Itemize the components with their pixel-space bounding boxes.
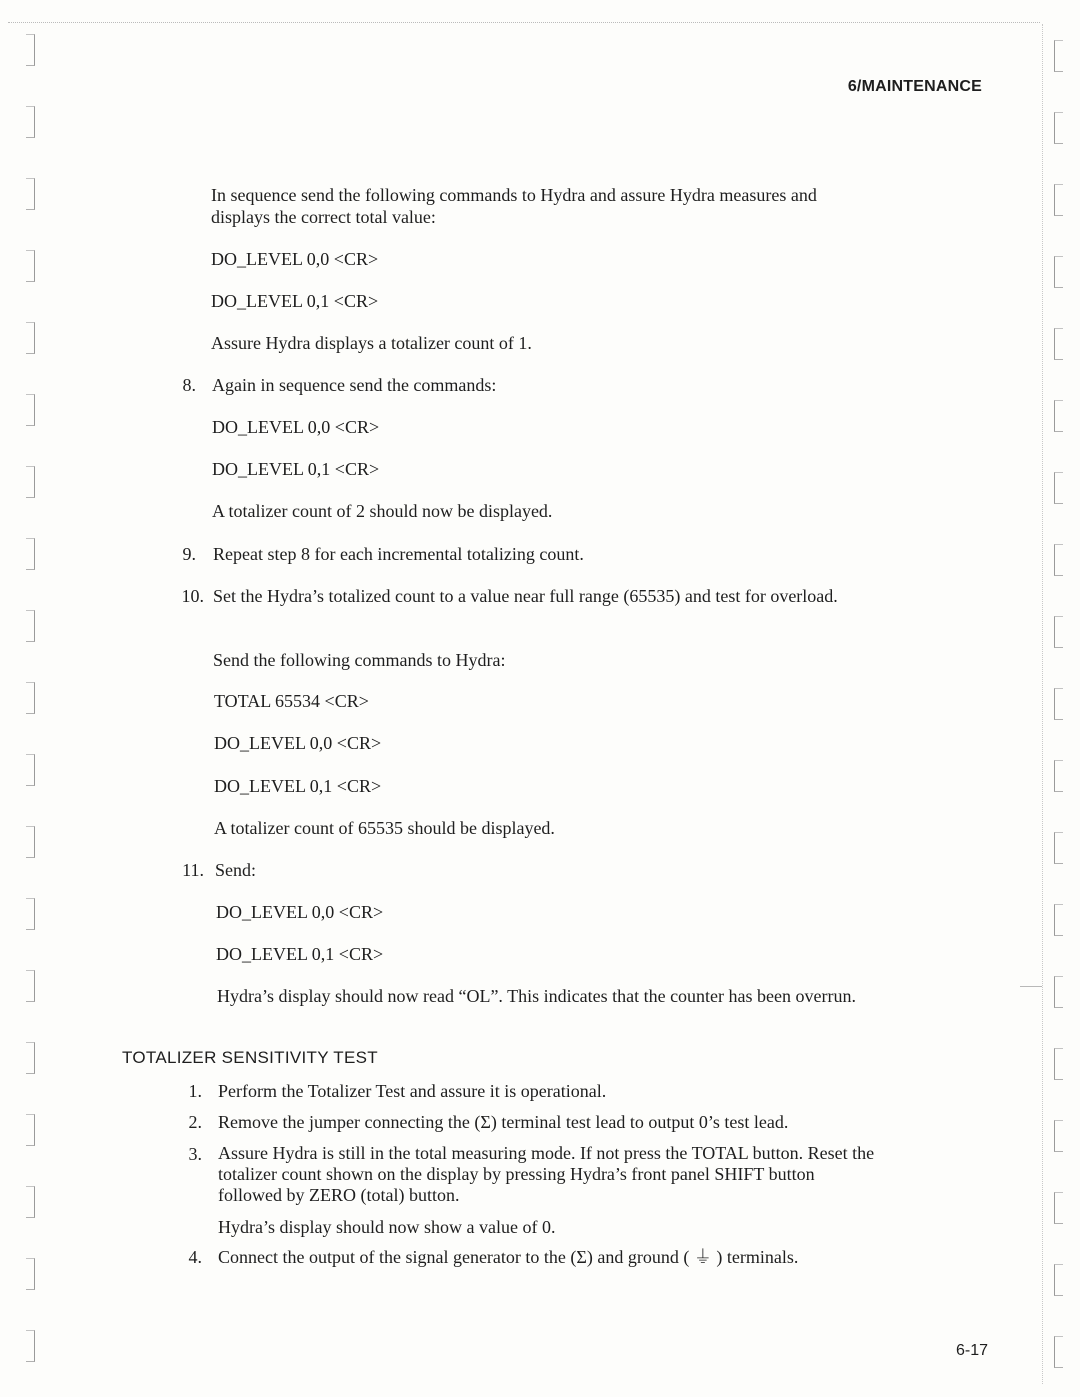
step-number: 10. (181, 586, 204, 606)
step-number: 11. (182, 860, 204, 880)
binding-mark (26, 610, 35, 642)
binding-mark (26, 250, 35, 282)
command-line: DO_LEVEL 0,0 <CR> (212, 417, 380, 437)
binding-mark (26, 754, 35, 786)
command-line: DO_LEVEL 0,0 <CR> (211, 249, 379, 269)
binding-mark (26, 322, 35, 354)
binding-mark (26, 1258, 35, 1290)
command-line: DO_LEVEL 0,1 <CR> (212, 459, 380, 479)
result-text: A totalizer count of 2 should now be displayed. (212, 501, 553, 521)
step-subtext: Send the following commands to Hydra: (213, 650, 506, 670)
binding-mark (1054, 1336, 1063, 1368)
binding-mark (1054, 976, 1063, 1008)
binding-mark (26, 826, 35, 858)
binding-mark (1054, 904, 1063, 936)
step-text: Send: (215, 860, 257, 880)
binding-mark (26, 34, 35, 66)
page-header: 6/MAINTENANCE (847, 78, 982, 95)
top-rule (8, 22, 1040, 23)
command-line: TOTAL 65534 <CR> (214, 691, 369, 711)
step-number: 3. (188, 1144, 202, 1164)
step-number: 4. (188, 1247, 202, 1267)
binding-mark (1054, 1120, 1063, 1152)
step-text: Remove the jumper connecting the (Σ) terminal test lead to output 0’s test lead. (218, 1112, 789, 1132)
binding-mark (26, 466, 35, 498)
result-text: A totalizer count of 65535 should be displayed. (214, 818, 555, 838)
command-line: DO_LEVEL 0,1 <CR> (214, 776, 382, 796)
binding-mark (1054, 832, 1063, 864)
binding-mark (1054, 1192, 1063, 1224)
step-text: Set the Hydra’s totalized count to a value near full range (65535) and test for overload. (213, 586, 838, 606)
binding-mark (1054, 760, 1063, 792)
step-text: Connect the output of the signal generator to the (Σ) and ground ( ⏚ ) terminals. (218, 1247, 799, 1267)
section-heading: TOTALIZER SENSITIVITY TEST (122, 1048, 378, 1067)
binding-mark (1054, 112, 1063, 144)
binding-mark (26, 178, 35, 210)
command-line: DO_LEVEL 0,0 <CR> (214, 733, 382, 753)
step-text: Perform the Totalizer Test and assure it is operational. (218, 1081, 607, 1101)
step-number: 2. (188, 1112, 202, 1132)
binding-mark (1054, 544, 1063, 576)
binding-mark (26, 538, 35, 570)
binding-mark (1054, 328, 1063, 360)
step-number: 1. (188, 1081, 202, 1101)
page-edge-line (1042, 24, 1043, 1384)
binding-mark (26, 898, 35, 930)
binding-mark (26, 1186, 35, 1218)
command-line: DO_LEVEL 0,1 <CR> (216, 944, 384, 964)
step-text: Again in sequence send the commands: (212, 375, 497, 395)
step-text: Assure Hydra is still in the total measuring mode. If not press the TOTAL button. Reset the totalizer count shown on the display by pressing Hydra’s front panel SHIFT button followed by ZERO (total) button. (218, 1143, 875, 1205)
step-number: 8. (182, 375, 196, 395)
binding-mark (26, 1042, 35, 1074)
command-line: DO_LEVEL 0,0 <CR> (216, 902, 384, 922)
command-line: DO_LEVEL 0,1 <CR> (211, 291, 379, 311)
intro-text: In sequence send the following commands to Hydra and assure Hydra measures and displays the correct total value: (211, 185, 817, 227)
binding-mark (1054, 616, 1063, 648)
binding-mark (1054, 40, 1063, 72)
binding-mark (26, 394, 35, 426)
binding-mark (26, 682, 35, 714)
binding-mark (1054, 1264, 1063, 1296)
step-text: Repeat step 8 for each incremental totalizing count. (213, 544, 584, 564)
binding-mark (1054, 256, 1063, 288)
binding-mark (26, 106, 35, 138)
step-number: 9. (182, 544, 196, 564)
binding-mark (1054, 184, 1063, 216)
step-note: Hydra’s display should now show a value of 0. (218, 1217, 556, 1237)
page-number: 6-17 (955, 1342, 988, 1359)
binding-mark (26, 1330, 35, 1362)
binding-mark (26, 1114, 35, 1146)
binding-mark (26, 970, 35, 1002)
binding-mark (1054, 1048, 1063, 1080)
page-edge-tick (1020, 986, 1042, 987)
binding-mark (1054, 472, 1063, 504)
result-text: Hydra’s display should now read “OL”. This indicates that the counter has been overrun. (217, 986, 856, 1006)
binding-mark (1054, 400, 1063, 432)
result-text: Assure Hydra displays a totalizer count of 1. (211, 333, 532, 353)
binding-mark (1054, 688, 1063, 720)
